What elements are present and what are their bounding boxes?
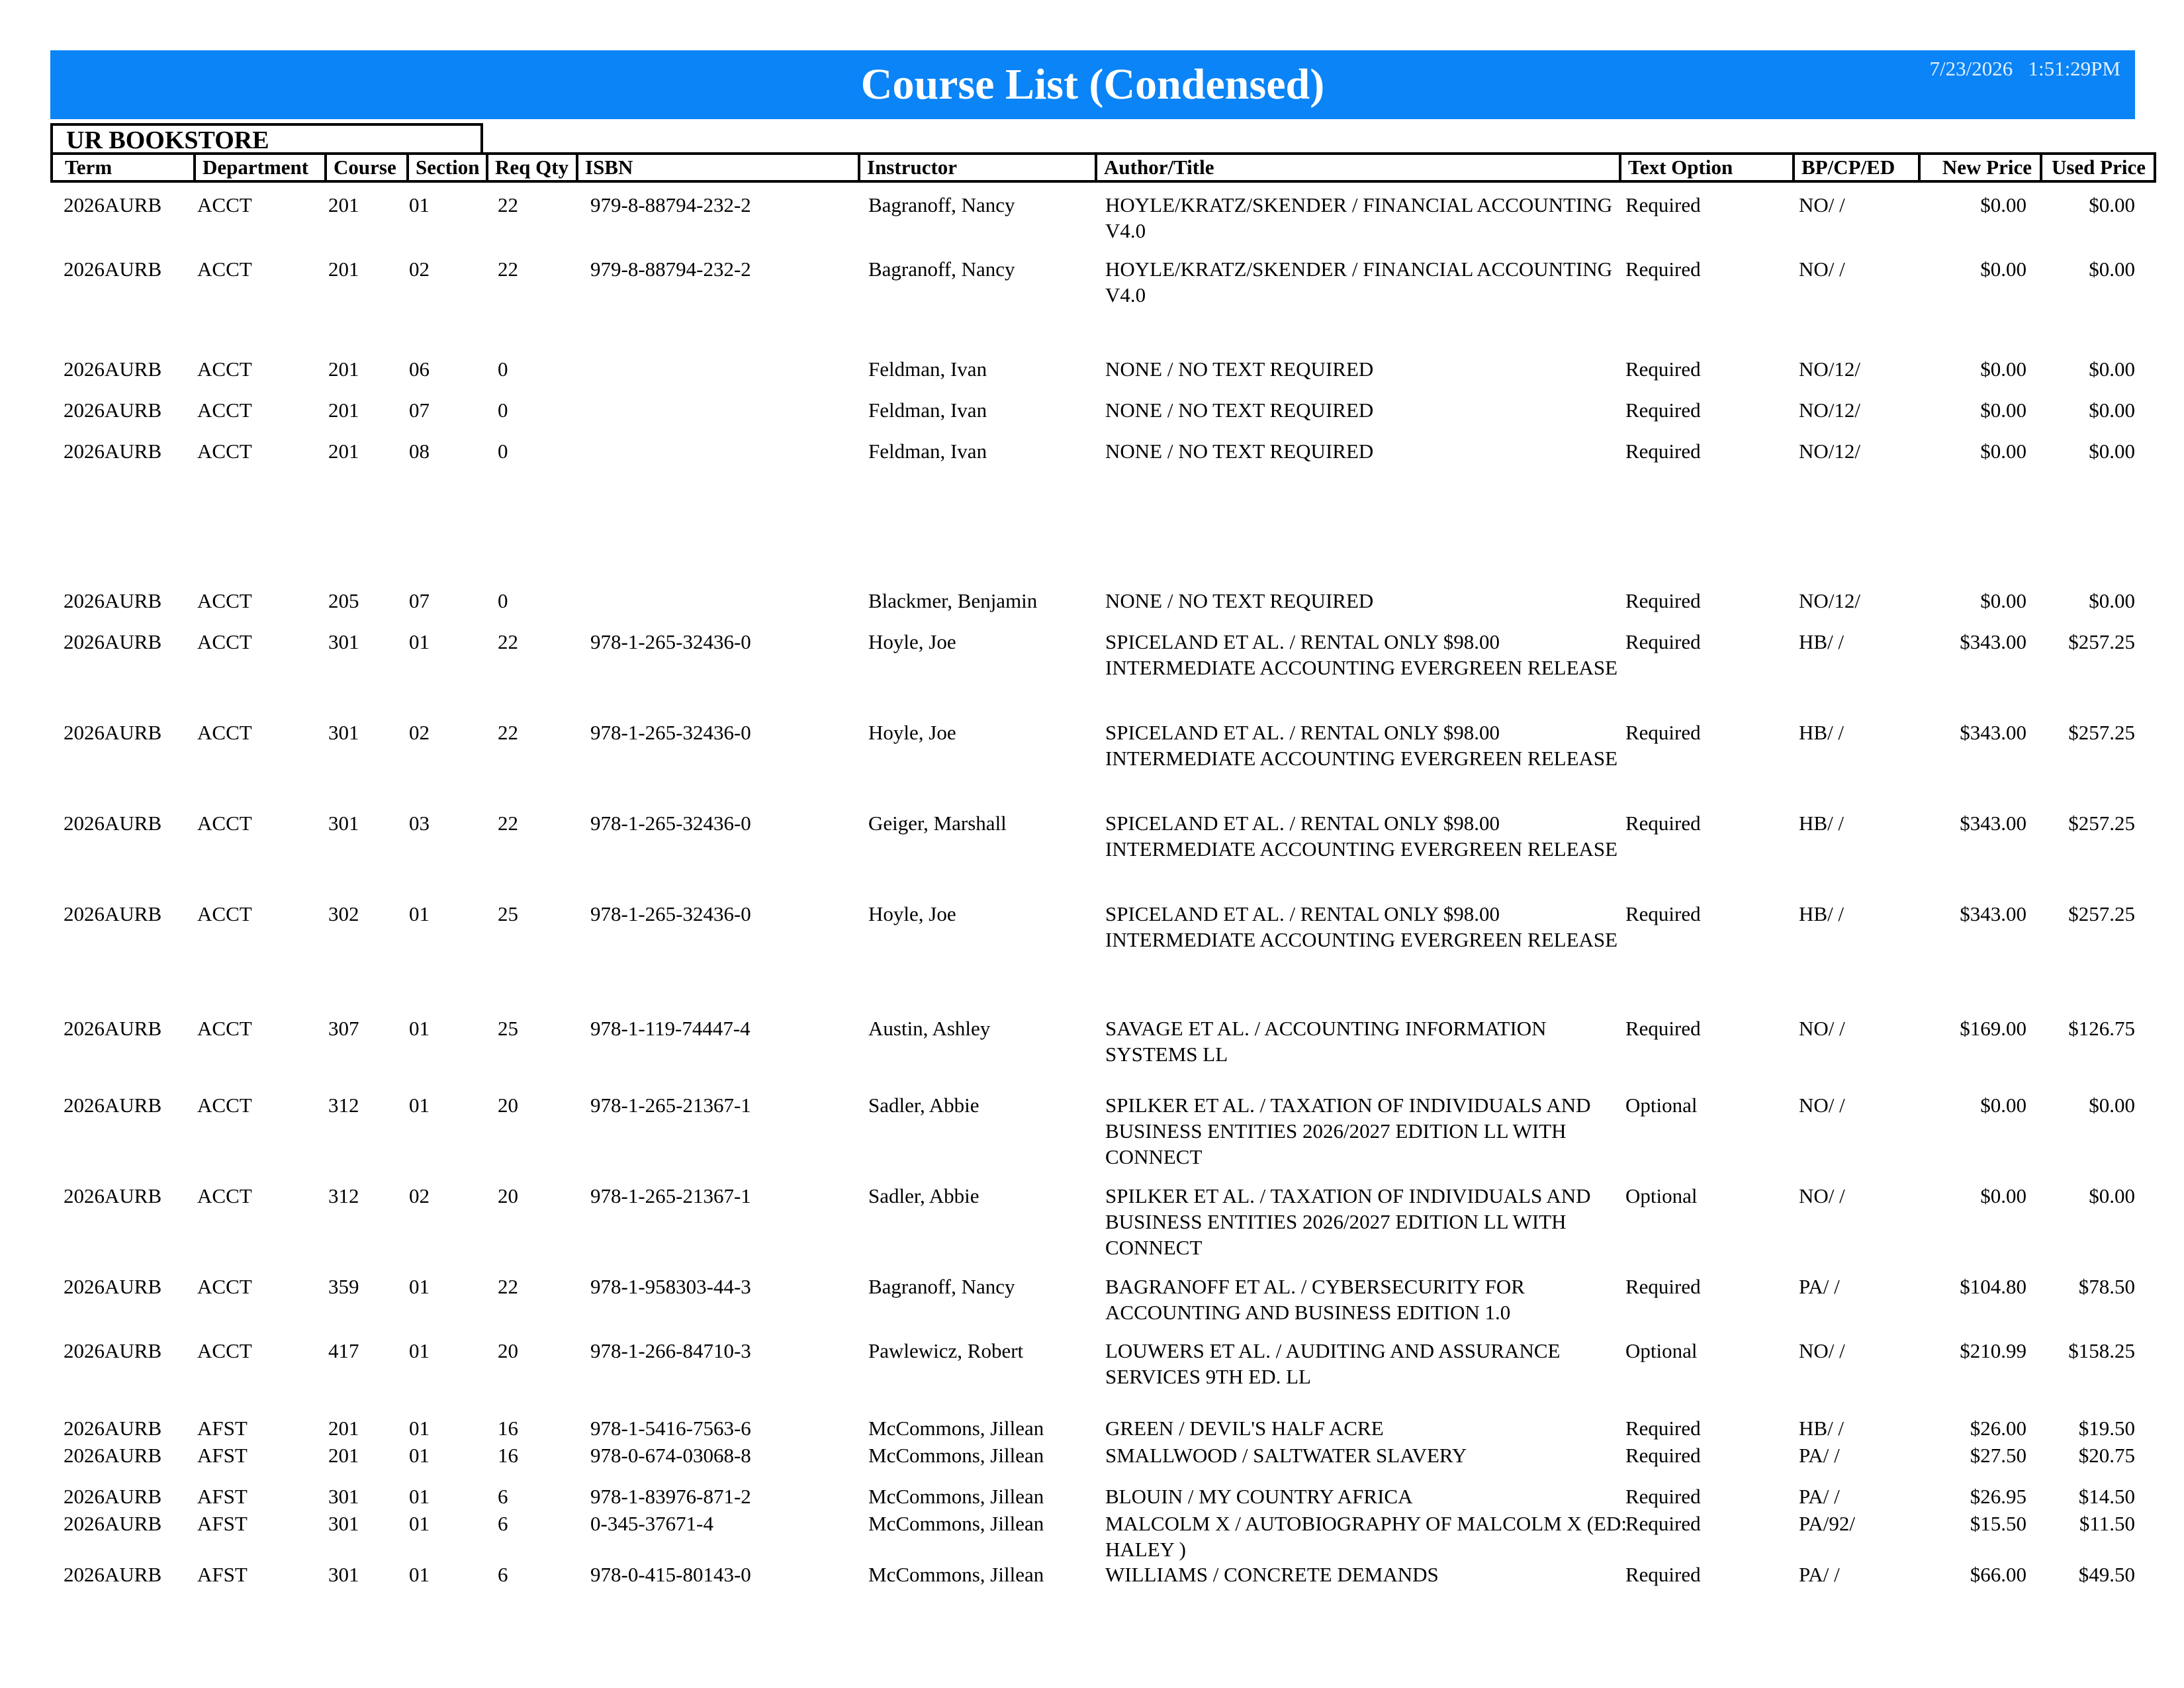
cell-author-title: SPICELAND ET AL. / RENTAL ONLY $98.00 INTERMEDIATE ACCOUNTING EVERGREEN RELEASE — [1105, 721, 1618, 770]
store-name: UR BOOKSTORE — [66, 126, 269, 154]
cell-author-title: WILLIAMS / CONCRETE DEMANDS — [1105, 1563, 1439, 1586]
cell-bp-cp-ed: HB/ / — [1799, 630, 1844, 653]
cell-text-option: Required — [1625, 193, 1701, 216]
cell-text-option: Optional — [1625, 1184, 1698, 1207]
col-header-new-price: New Price — [1918, 155, 2040, 180]
col-header-term: Term — [65, 156, 113, 179]
cell-new-price: $15.50 — [1970, 1512, 2026, 1535]
cell-text-option: Optional — [1625, 1094, 1698, 1117]
cell-req-qty: 16 — [498, 1417, 518, 1440]
cell-bp-cp-ed: PA/ / — [1799, 1444, 1840, 1467]
cell-course: 201 — [328, 399, 359, 422]
cell-req-qty: 22 — [498, 1275, 518, 1298]
cell-text-option: Required — [1625, 1563, 1701, 1586]
cell-section: 07 — [409, 399, 430, 422]
cell-department: ACCT — [197, 440, 252, 463]
cell-new-price: $104.80 — [1960, 1275, 2026, 1298]
cell-instructor: Feldman, Ivan — [868, 399, 987, 422]
cell-req-qty: 22 — [498, 812, 518, 835]
cell-new-price: $343.00 — [1960, 812, 2026, 835]
cell-department: AFST — [197, 1444, 248, 1467]
col-header-instructor: Instructor — [858, 155, 1095, 180]
cell-bp-cp-ed: NO/ / — [1799, 193, 1845, 216]
cell-bp-cp-ed: HB/ / — [1799, 721, 1844, 744]
cell-new-price: $0.00 — [1980, 399, 2026, 422]
cell-new-price: $27.50 — [1970, 1444, 2026, 1467]
cell-term: 2026AURB — [64, 399, 162, 422]
cell-new-price: $0.00 — [1980, 589, 2026, 612]
cell-department: ACCT — [197, 193, 252, 216]
cell-author-title: SPICELAND ET AL. / RENTAL ONLY $98.00 INTERMEDIATE ACCOUNTING EVERGREEN RELEASE — [1105, 630, 1618, 679]
cell-department: ACCT — [197, 1339, 252, 1362]
cell-isbn: 979-8-88794-232-2 — [590, 193, 751, 216]
cell-instructor: McCommons, Jillean — [868, 1512, 1044, 1535]
cell-author-title: HOYLE/KRATZ/SKENDER / FINANCIAL ACCOUNTING V4.0 — [1105, 258, 1613, 306]
cell-department: ACCT — [197, 630, 252, 653]
cell-req-qty: 6 — [498, 1563, 508, 1586]
cell-used-price: $257.25 — [2068, 812, 2135, 835]
cell-bp-cp-ed: PA/ / — [1799, 1485, 1840, 1508]
cell-section: 02 — [409, 1184, 430, 1207]
cell-used-price: $0.00 — [2089, 258, 2135, 281]
cell-req-qty: 22 — [498, 258, 518, 281]
cell-isbn: 978-1-265-32436-0 — [590, 812, 751, 835]
cell-used-price: $49.50 — [2078, 1563, 2135, 1586]
cell-section: 03 — [409, 812, 430, 835]
cell-section: 01 — [409, 1485, 430, 1508]
cell-instructor: Sadler, Abbie — [868, 1184, 979, 1207]
cell-text-option: Required — [1625, 1017, 1701, 1040]
col-header-req-qty: Req Qty — [486, 155, 576, 180]
cell-term: 2026AURB — [64, 1184, 162, 1207]
cell-term: 2026AURB — [64, 1417, 162, 1440]
cell-used-price: $11.50 — [2079, 1512, 2135, 1535]
cell-bp-cp-ed: NO/ / — [1799, 1094, 1845, 1117]
cell-section: 08 — [409, 440, 430, 463]
cell-author-title: MALCOLM X / AUTOBIOGRAPHY OF MALCOLM X (ED: HALEY ) — [1105, 1512, 1627, 1561]
cell-term: 2026AURB — [64, 630, 162, 653]
cell-bp-cp-ed: NO/12/ — [1799, 357, 1860, 381]
cell-course: 201 — [328, 1417, 359, 1440]
cell-bp-cp-ed: NO/12/ — [1799, 399, 1860, 422]
cell-term: 2026AURB — [64, 1094, 162, 1117]
cell-author-title: NONE / NO TEXT REQUIRED — [1105, 440, 1374, 463]
cell-bp-cp-ed: PA/92/ — [1799, 1512, 1856, 1535]
cell-instructor: Bagranoff, Nancy — [868, 193, 1015, 216]
cell-section: 07 — [409, 589, 430, 612]
cell-req-qty: 16 — [498, 1444, 518, 1467]
cell-req-qty: 6 — [498, 1512, 508, 1535]
cell-used-price: $0.00 — [2089, 1094, 2135, 1117]
cell-department: ACCT — [197, 258, 252, 281]
cell-instructor: Pawlewicz, Robert — [868, 1339, 1024, 1362]
cell-course: 205 — [328, 589, 359, 612]
cell-used-price: $14.50 — [2078, 1485, 2135, 1508]
cell-section: 01 — [409, 1275, 430, 1298]
cell-department: ACCT — [197, 721, 252, 744]
cell-course: 312 — [328, 1184, 359, 1207]
cell-term: 2026AURB — [64, 812, 162, 835]
cell-used-price: $257.25 — [2068, 721, 2135, 744]
cell-req-qty: 25 — [498, 902, 518, 925]
cell-course: 301 — [328, 812, 359, 835]
cell-department: ACCT — [197, 1017, 252, 1040]
cell-used-price: $0.00 — [2089, 357, 2135, 381]
cell-course: 301 — [328, 1563, 359, 1586]
cell-course: 201 — [328, 357, 359, 381]
cell-instructor: Feldman, Ivan — [868, 357, 987, 381]
cell-course: 301 — [328, 1485, 359, 1508]
cell-req-qty: 0 — [498, 440, 508, 463]
cell-isbn: 979-8-88794-232-2 — [590, 258, 751, 281]
cell-section: 01 — [409, 1417, 430, 1440]
cell-section: 01 — [409, 1017, 430, 1040]
cell-instructor: McCommons, Jillean — [868, 1444, 1044, 1467]
cell-course: 302 — [328, 902, 359, 925]
cell-used-price: $19.50 — [2078, 1417, 2135, 1440]
cell-isbn: 978-1-266-84710-3 — [590, 1339, 751, 1362]
cell-term: 2026AURB — [64, 1512, 162, 1535]
cell-used-price: $20.75 — [2078, 1444, 2135, 1467]
cell-text-option: Optional — [1625, 1339, 1698, 1362]
cell-new-price: $343.00 — [1960, 630, 2026, 653]
cell-instructor: Hoyle, Joe — [868, 630, 956, 653]
cell-bp-cp-ed: NO/ / — [1799, 1184, 1845, 1207]
report-title: Course List (Condensed) — [860, 60, 1325, 109]
cell-term: 2026AURB — [64, 1339, 162, 1362]
cell-req-qty: 22 — [498, 193, 518, 216]
cell-req-qty: 0 — [498, 589, 508, 612]
cell-instructor: McCommons, Jillean — [868, 1563, 1044, 1586]
cell-text-option: Required — [1625, 440, 1701, 463]
cell-course: 312 — [328, 1094, 359, 1117]
cell-term: 2026AURB — [64, 1275, 162, 1298]
cell-term: 2026AURB — [64, 1017, 162, 1040]
cell-author-title: SPILKER ET AL. / TAXATION OF INDIVIDUALS AND BUSINESS ENTITIES 2026/2027 EDITION LL WITH CONNECT — [1105, 1094, 1591, 1168]
cell-new-price: $26.00 — [1970, 1417, 2026, 1440]
cell-course: 301 — [328, 1512, 359, 1535]
cell-used-price: $0.00 — [2089, 193, 2135, 216]
cell-course: 307 — [328, 1017, 359, 1040]
cell-author-title: SPILKER ET AL. / TAXATION OF INDIVIDUALS AND BUSINESS ENTITIES 2026/2027 EDITION LL WITH CONNECT — [1105, 1184, 1591, 1259]
cell-course: 201 — [328, 440, 359, 463]
cell-new-price: $66.00 — [1970, 1563, 2026, 1586]
cell-course: 201 — [328, 1444, 359, 1467]
cell-used-price: $0.00 — [2089, 589, 2135, 612]
cell-term: 2026AURB — [64, 440, 162, 463]
report-header-banner — [50, 50, 2135, 119]
cell-bp-cp-ed: NO/ / — [1799, 1017, 1845, 1040]
cell-instructor: Hoyle, Joe — [868, 902, 956, 925]
cell-author-title: LOUWERS ET AL. / AUDITING AND ASSURANCE SERVICES 9TH ED. LL — [1105, 1339, 1561, 1388]
cell-term: 2026AURB — [64, 193, 162, 216]
cell-course: 201 — [328, 258, 359, 281]
col-header-text-option: Text Option — [1619, 155, 1792, 180]
cell-req-qty: 22 — [498, 630, 518, 653]
cell-isbn: 978-1-265-32436-0 — [590, 630, 751, 653]
cell-author-title: SMALLWOOD / SALTWATER SLAVERY — [1105, 1444, 1467, 1467]
col-header-section: Section — [406, 155, 486, 180]
col-header-course: Course — [324, 155, 406, 180]
cell-author-title: NONE / NO TEXT REQUIRED — [1105, 399, 1374, 422]
cell-text-option: Required — [1625, 1485, 1701, 1508]
cell-used-price: $257.25 — [2068, 630, 2135, 653]
cell-department: AFST — [197, 1417, 248, 1440]
cell-department: ACCT — [197, 589, 252, 612]
cell-new-price: $0.00 — [1980, 440, 2026, 463]
cell-term: 2026AURB — [64, 1485, 162, 1508]
cell-section: 01 — [409, 1563, 430, 1586]
cell-bp-cp-ed: NO/12/ — [1799, 589, 1860, 612]
cell-bp-cp-ed: PA/ / — [1799, 1275, 1840, 1298]
cell-new-price: $0.00 — [1980, 258, 2026, 281]
cell-isbn: 978-1-265-21367-1 — [590, 1184, 751, 1207]
cell-author-title: BAGRANOFF ET AL. / CYBERSECURITY FOR ACCOUNTING AND BUSINESS EDITION 1.0 — [1105, 1275, 1525, 1324]
cell-instructor: Hoyle, Joe — [868, 721, 956, 744]
cell-department: ACCT — [197, 812, 252, 835]
cell-isbn: 978-1-265-32436-0 — [590, 902, 751, 925]
cell-term: 2026AURB — [64, 357, 162, 381]
cell-course: 417 — [328, 1339, 359, 1362]
cell-isbn: 978-1-5416-7563-6 — [590, 1417, 751, 1440]
cell-req-qty: 0 — [498, 399, 508, 422]
cell-course: 201 — [328, 193, 359, 216]
cell-used-price: $158.25 — [2068, 1339, 2135, 1362]
cell-term: 2026AURB — [64, 1563, 162, 1586]
cell-section: 06 — [409, 357, 430, 381]
cell-department: ACCT — [197, 902, 252, 925]
cell-instructor: Bagranoff, Nancy — [868, 258, 1015, 281]
cell-term: 2026AURB — [64, 589, 162, 612]
cell-new-price: $210.99 — [1960, 1339, 2026, 1362]
cell-text-option: Required — [1625, 1444, 1701, 1467]
cell-bp-cp-ed: HB/ / — [1799, 902, 1844, 925]
cell-section: 02 — [409, 721, 430, 744]
cell-used-price: $126.75 — [2068, 1017, 2135, 1040]
cell-req-qty: 20 — [498, 1094, 518, 1117]
cell-department: ACCT — [197, 1184, 252, 1207]
cell-new-price: $343.00 — [1960, 902, 2026, 925]
cell-new-price: $0.00 — [1980, 193, 2026, 216]
cell-req-qty: 22 — [498, 721, 518, 744]
cell-department: ACCT — [197, 1275, 252, 1298]
cell-section: 01 — [409, 1512, 430, 1535]
cell-used-price: $78.50 — [2078, 1275, 2135, 1298]
cell-instructor: Feldman, Ivan — [868, 440, 987, 463]
cell-text-option: Required — [1625, 812, 1701, 835]
cell-new-price: $26.95 — [1970, 1485, 2026, 1508]
report-timestamp: 7/23/2026 1:51:29PM — [1929, 57, 2120, 80]
cell-term: 2026AURB — [64, 1444, 162, 1467]
col-header-department: Department — [193, 155, 324, 180]
col-header-author-title: Author/Title — [1095, 155, 1619, 180]
cell-author-title: SPICELAND ET AL. / RENTAL ONLY $98.00 INTERMEDIATE ACCOUNTING EVERGREEN RELEASE — [1105, 902, 1618, 951]
cell-new-price: $0.00 — [1980, 1184, 2026, 1207]
cell-text-option: Required — [1625, 1275, 1701, 1298]
cell-instructor: Sadler, Abbie — [868, 1094, 979, 1117]
cell-instructor: Blackmer, Benjamin — [868, 589, 1038, 612]
cell-department: ACCT — [197, 1094, 252, 1117]
cell-used-price: $0.00 — [2089, 399, 2135, 422]
cell-author-title: HOYLE/KRATZ/SKENDER / FINANCIAL ACCOUNTING V4.0 — [1105, 193, 1613, 242]
cell-section: 01 — [409, 1444, 430, 1467]
cell-text-option: Required — [1625, 1417, 1701, 1440]
cell-req-qty: 20 — [498, 1339, 518, 1362]
cell-bp-cp-ed: HB/ / — [1799, 1417, 1844, 1440]
cell-isbn: 978-1-958303-44-3 — [590, 1275, 751, 1298]
cell-req-qty: 0 — [498, 357, 508, 381]
col-header-bp-cp-ed: BP/CP/ED — [1792, 155, 1918, 180]
cell-isbn: 978-1-119-74447-4 — [590, 1017, 751, 1040]
cell-course: 301 — [328, 721, 359, 744]
cell-section: 01 — [409, 630, 430, 653]
cell-new-price: $0.00 — [1980, 357, 2026, 381]
cell-isbn: 978-1-265-21367-1 — [590, 1094, 751, 1117]
cell-bp-cp-ed: NO/ / — [1799, 1339, 1845, 1362]
cell-instructor: Austin, Ashley — [868, 1017, 991, 1040]
cell-section: 01 — [409, 1094, 430, 1117]
cell-author-title: BLOUIN / MY COUNTRY AFRICA — [1105, 1485, 1413, 1508]
cell-text-option: Required — [1625, 1512, 1701, 1535]
cell-section: 01 — [409, 902, 430, 925]
cell-text-option: Required — [1625, 630, 1701, 653]
cell-used-price: $0.00 — [2089, 440, 2135, 463]
cell-text-option: Required — [1625, 589, 1701, 612]
cell-course: 301 — [328, 630, 359, 653]
cell-author-title: GREEN / DEVIL'S HALF ACRE — [1105, 1417, 1384, 1440]
cell-text-option: Required — [1625, 399, 1701, 422]
cell-bp-cp-ed: NO/ / — [1799, 258, 1845, 281]
cell-req-qty: 6 — [498, 1485, 508, 1508]
col-header-used-price: Used Price — [2040, 155, 2154, 180]
cell-author-title: SAVAGE ET AL. / ACCOUNTING INFORMATION SYSTEMS LL — [1105, 1017, 1547, 1066]
cell-text-option: Required — [1625, 721, 1701, 744]
cell-isbn: 978-1-265-32436-0 — [590, 721, 751, 744]
cell-section: 01 — [409, 1339, 430, 1362]
cell-term: 2026AURB — [64, 721, 162, 744]
cell-instructor: Bagranoff, Nancy — [868, 1275, 1015, 1298]
column-header-row — [50, 152, 2156, 183]
cell-isbn: 978-1-83976-871-2 — [590, 1485, 751, 1508]
store-name-box — [50, 123, 483, 152]
cell-new-price: $343.00 — [1960, 721, 2026, 744]
cell-new-price: $0.00 — [1980, 1094, 2026, 1117]
cell-department: AFST — [197, 1512, 248, 1535]
cell-author-title: SPICELAND ET AL. / RENTAL ONLY $98.00 INTERMEDIATE ACCOUNTING EVERGREEN RELEASE — [1105, 812, 1618, 861]
cell-used-price: $0.00 — [2089, 1184, 2135, 1207]
cell-department: ACCT — [197, 357, 252, 381]
cell-department: ACCT — [197, 399, 252, 422]
cell-term: 2026AURB — [64, 258, 162, 281]
cell-text-option: Required — [1625, 258, 1701, 281]
cell-instructor: McCommons, Jillean — [868, 1485, 1044, 1508]
cell-new-price: $169.00 — [1960, 1017, 2026, 1040]
cell-department: AFST — [197, 1563, 248, 1586]
cell-author-title: NONE / NO TEXT REQUIRED — [1105, 589, 1374, 612]
cell-department: AFST — [197, 1485, 248, 1508]
cell-section: 01 — [409, 193, 430, 216]
cell-req-qty: 25 — [498, 1017, 518, 1040]
cell-used-price: $257.25 — [2068, 902, 2135, 925]
cell-term: 2026AURB — [64, 902, 162, 925]
cell-isbn: 0-345-37671-4 — [590, 1512, 713, 1535]
cell-req-qty: 20 — [498, 1184, 518, 1207]
cell-text-option: Required — [1625, 357, 1701, 381]
cell-instructor: Geiger, Marshall — [868, 812, 1007, 835]
cell-bp-cp-ed: HB/ / — [1799, 812, 1844, 835]
col-header-isbn: ISBN — [576, 155, 858, 180]
cell-bp-cp-ed: NO/12/ — [1799, 440, 1860, 463]
cell-bp-cp-ed: PA/ / — [1799, 1563, 1840, 1586]
cell-text-option: Required — [1625, 902, 1701, 925]
cell-isbn: 978-0-674-03068-8 — [590, 1444, 751, 1467]
cell-instructor: McCommons, Jillean — [868, 1417, 1044, 1440]
cell-course: 359 — [328, 1275, 359, 1298]
cell-isbn: 978-0-415-80143-0 — [590, 1563, 751, 1586]
cell-author-title: NONE / NO TEXT REQUIRED — [1105, 357, 1374, 381]
cell-section: 02 — [409, 258, 430, 281]
